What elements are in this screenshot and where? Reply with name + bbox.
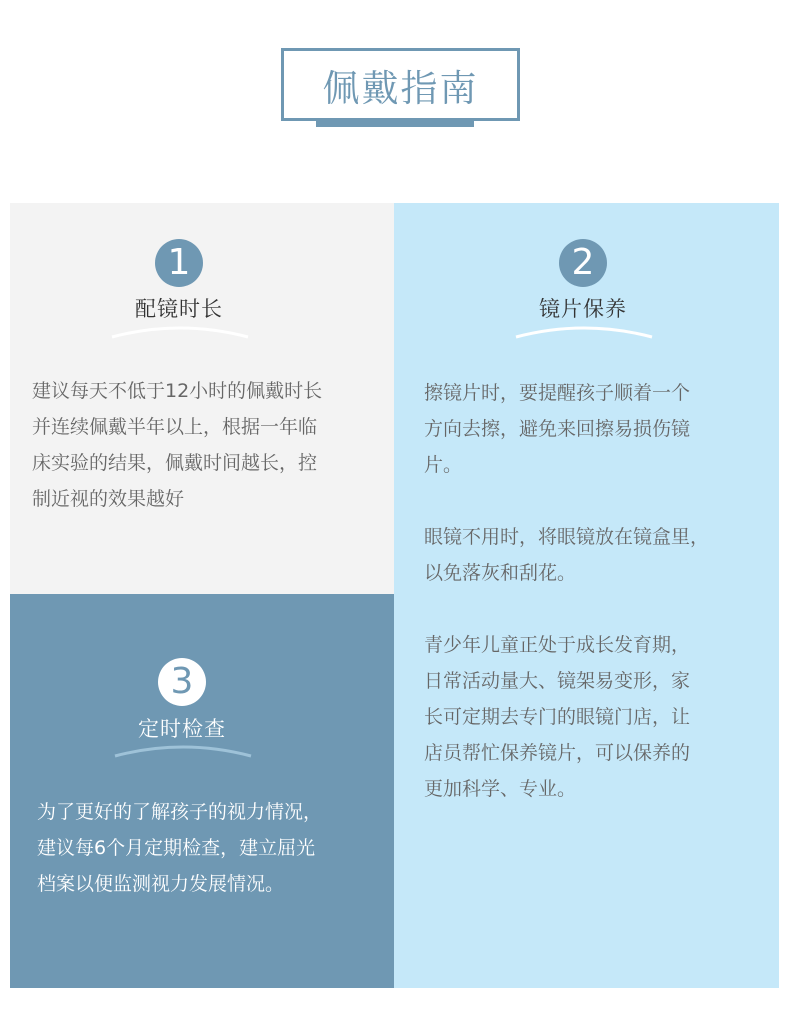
section-number-badge: 3 [158,658,206,706]
section-regular-checkup [10,594,394,988]
title-box [281,48,520,121]
body-line: 眼镜不用时，将眼镜放在镜盒里， [424,526,710,548]
section-number-badge: 1 [155,239,203,287]
section-heading: 配镜时长 [135,297,223,321]
body-paragraph [424,375,769,483]
section-body [37,794,382,902]
heading-arc-decoration [514,321,654,339]
section-lens-care [394,203,779,988]
section-body [424,375,769,807]
body-paragraph [424,627,769,807]
heading-arc-decoration [113,740,253,758]
page-title: 佩戴指南 [322,66,479,110]
body-line: 并连续佩戴半年以上，根据一年临 [32,416,318,438]
body-line: 床实验的结果，佩戴时间越长，控 [32,452,318,474]
section-heading: 定时检查 [138,717,226,741]
section-body [32,373,382,517]
body-line: 档案以便监测视力发展情况。 [37,873,285,895]
body-line: 制近视的效果越好 [32,488,185,510]
body-line: 建议每天不低于12小时的佩戴时长 [32,380,323,402]
body-line: 以免落灰和刮花。 [424,562,577,584]
body-line: 为了更好的了解孩子的视力情况， [37,801,323,823]
body-line: 建议每6个月定期检查，建立屈光 [37,837,316,859]
body-line: 擦镜片时，要提醒孩子顺着一个 [424,382,691,404]
body-line: 日常活动量大、镜架易变形，家 [424,670,691,692]
title-underline-bar [316,118,474,127]
body-line: 青少年儿童正处于成长发育期， [424,634,691,656]
body-line: 更加科学、专业。 [424,778,577,800]
heading-arc-decoration [110,321,250,339]
section-heading: 镜片保养 [539,297,627,321]
body-paragraph [424,519,769,591]
body-line: 店员帮忙保养镜片，可以保养的 [424,742,691,764]
body-line: 长可定期去专门的眼镜门店，让 [424,706,691,728]
section-number-badge: 2 [559,239,607,287]
body-line: 片。 [424,454,463,476]
body-line: 方向去擦，避免来回擦易损伤镜 [424,418,691,440]
section-wearing-time [10,203,394,594]
